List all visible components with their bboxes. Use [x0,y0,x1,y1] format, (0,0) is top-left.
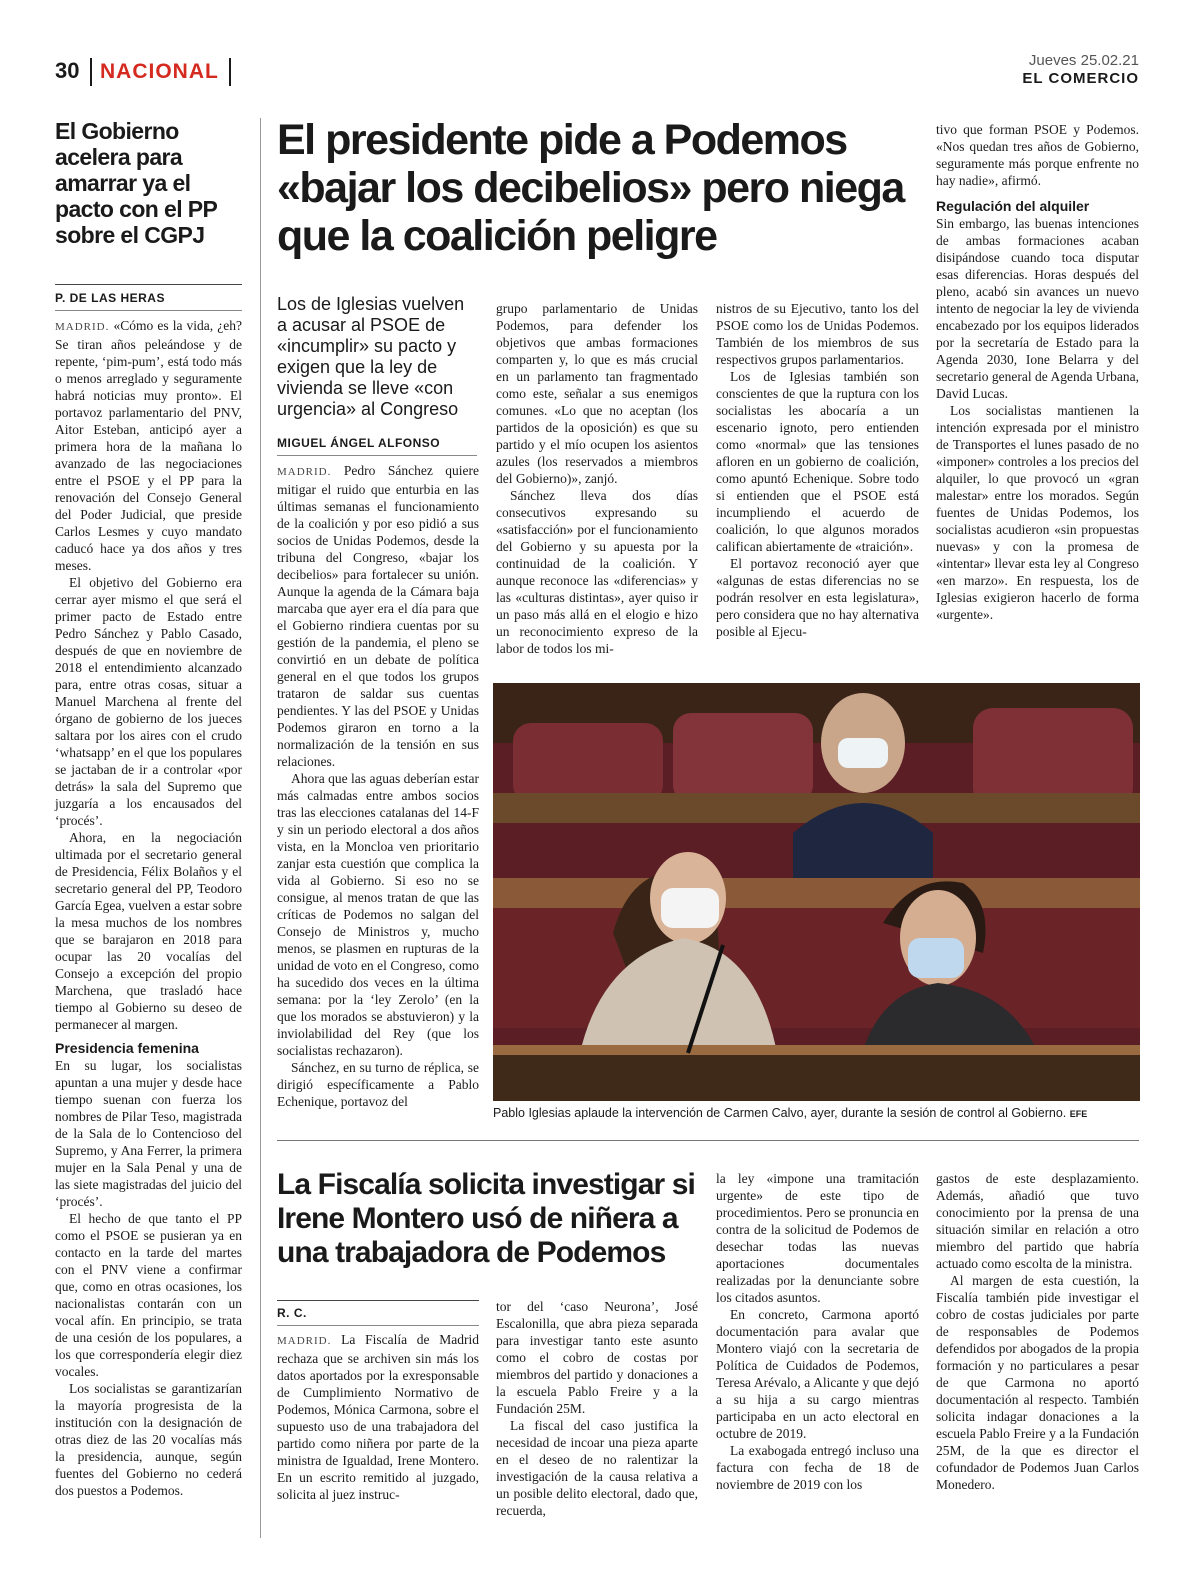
second-column-4 [936,1170,1139,1493]
paragraph: grupo parlamentario de Unidas Podemos, para defender los objetivos que ambas formaciones comparten y, lo que es más crucial en un parlamento tan fragmentado como este, señalar a sus enemigos comunes. «Lo que no aceptan (los partidos de la oposición) es que su partido y el mío ocupen los asientos azules (los reservados a miembros del Gobierno)», zanjó. [496,301,698,486]
paragraph: nistros de su Ejecutivo, tanto los del PSOE como los de Unidas Podemos. También de los miembros de sus respectivos grupos parlamentarios. [716,301,919,367]
paragraph: gastos de este desplazamiento. Además, añadió que tuvo conocimiento por la prensa de una situación similar en relación a otro miembro del partido que habría actuado como escolta de la ministra. [936,1171,1139,1271]
divider [55,310,242,311]
paragraph: tor del ‘caso Neurona’, José Escalonilla, que abra pieza separada para investigar tanto este asunto como el cobro de costas por miembros del partido y donaciones a la escuela Pablo Freire y a la Fundación 25M. [496,1299,698,1416]
main-column-4 [936,121,1139,623]
paragraph: Los de Iglesias también son conscientes de que la ruptura con los socialistas les abocaría a un escenario ignoto, pero entienden como «normal» que las tensiones afloren en un gobierno de coalición, como apuntó Echenique. Sobre todo si entienden que el PSOE está incumpliendo el acuerdo de coalición, lo que algunos morados califican abiertamente de «traición». [716,369,919,554]
paragraph: En su lugar, los socialistas apuntan a una mujer y desde hace tiempo suenan con fuerza los nombres de Pilar Teso, magistrada de la Sala de lo Contencioso del Supremo, y Ana Ferrer, la primera mujer en la Sala Penal y una de las siete magistradas del juicio del ‘procés’. [55,1058,242,1209]
paragraph: Los socialistas se garantizarían la mayoría progresista de la institución con la designación de otras diez de las 20 vocalías más la presidencia, aunque, según fuentes del Gobierno no cederá dos puestos a Podemos. [55,1381,242,1498]
divider [277,1300,479,1301]
paragraph: tivo que forman PSOE y Podemos. «Nos quedan tres años de Gobierno, seguramente más porque enfrente no hay nadie», afirmó. [936,122,1139,188]
photo-credit: EFE [1069,1109,1088,1119]
dateline: MADRID. [277,466,332,478]
main-column-1 [277,462,479,1110]
second-headline: La Fiscalía solicita investigar si Irene Montero usó de niñera a una trabajadora de Podemos [277,1168,695,1269]
paragraph: Ahora que las aguas deberían estar más calmadas entre ambos socios tras las elecciones catalanas del 14-F y sin un periodo electoral a dos años vista, en la Moncloa ven prioritario zanjar esta cuestión que complica la vida al Gobierno. Si eso no se consigue, al menos tratan de que las críticas de Podemos no salgan del Consejo de Ministros y, mucho menos, se plasmen en rupturas de la unidad de voto en el Congreso, como ha sucedido dos veces en la última semana: por la ‘ley Zerolo’ (en la que los morados se abstuvieron) y la inviolabilidad del Rey (que los socialistas rechazaron). [277,771,479,1058]
divider [55,284,242,285]
photo-illustration [493,683,1140,1101]
second-column-1 [277,1331,479,1503]
second-byline: R. C. [277,1306,307,1320]
sidebar-byline: P. DE LAS HERAS [55,291,165,305]
photo-caption: Pablo Iglesias aplaude la intervención de Carmen Calvo, ayer, durante la sesión de control al Gobierno. EFE [493,1106,1088,1120]
paragraph: MADRID. La Fiscalía de Madrid rechaza que se archiven sin más los datos aportados por la exresponsable de Cumplimiento Normativo de Podemos, Mónica Carmona, sobre el supuesto uso de una trabajadora del partido como niñera por parte de la ministra de Igualdad, Irene Montero. En un escrito remitido al juzgado, solicita al juez instruc- [277,1332,480,1502]
main-column-3 [716,300,919,640]
paragraph: MADRID. «Cómo es la vida, ¿eh? Se tiran años peleándose y de repente, ‘pim-pum’, está todo más o menos arreglado y seguramente habrá noticias muy pronto». El portavoz parlamentario del PNV, Aitor Esteban, anticipó ayer a primera hora de la mañana lo avanzado de las negociaciones entre el PSOE y el PP para la renovación del Consejo General del Poder Judicial, que preside Carlos Lesmes y cuyo mandato caducó hace ya dos años y tres meses. [55,318,242,573]
section-label: NACIONAL [100,60,219,83]
subheading: Presidencia femenina [55,1040,199,1056]
column-divider [260,118,261,1538]
news-photo [493,683,1140,1101]
paragraph: El hecho de que tanto el PP como el PSOE se pusieran ya en contacto en la tarde del martes con el PNV viene a confirmar que, como en otras ocasiones, los nacionalistas contarán con un vocal afín. En principio, se trata de una cesión de los populares, a los que correspondería elegir diez vocales. [55,1211,242,1379]
dateline: MADRID. [277,1335,332,1347]
second-column-3 [716,1170,919,1493]
header-divider [90,58,92,86]
sidebar-body [55,317,242,1499]
paragraph: El portavoz reconoció ayer que «algunas de estas diferencias no se podrán resolver en esta legislatura», pero considera que no hay alternativa posible al Ejecu- [716,556,919,639]
paragraph: La exabogada entregó incluso una factura con fecha de 18 de noviembre de 2019 con los [716,1443,919,1492]
divider [277,455,477,456]
issue-date: Jueves 25.02.21 [1028,52,1139,69]
paragraph: Ahora, en la negociación ultimada por el secretario general de Presidencia, Félix Bolaños y el secretario general del PP, Teodoro García Egea, vuelven a estar sobre la mesa muchos de los nombres que se barajaron en 2018 para ocupar las 20 vocalías del Consejo a excepción del propio Marchena, que trasladó hace tiempo al Gobierno su deseo de permanecer al margen. [55,830,242,1032]
paragraph: Los socialistas mantienen la intención expresada por el ministro de Transportes el lunes pasado de no «imponer» controles a los precios del alquiler, lo que provocó un «gran malestar» entre los morados. Según fuentes de Unidas Podemos, los socialistas acudieron «sin propuestas nuevas» y con la promesa de «intentar» llevar esta ley al Congreso «en marzo». En respuesta, los de Iglesias exigieron hacerlo de forma «urgente». [936,403,1139,622]
paragraph: En concreto, Carmona aportó documentación para avalar que Montero viajó con la secretaria de Política de Cuidados de Podemos, Teresa Arévalo, a Alicante y que dejó a su hija a su cargo mientras participaba en un acto electoral en octubre de 2019. [716,1307,919,1441]
article-deck: Los de Iglesias vuelven a acusar al PSOE de «incumplir» su pacto y exigen que la ley de vivienda se lleve «con urgencia» al Congreso [277,294,465,419]
sidebar-headline: El Gobierno acelera para amarrar ya el pacto con el PP sobre el CGPJ [55,118,217,248]
paragraph: MADRID. Pedro Sánchez quiere mitigar el ruido que enturbia en las últimas semanas el funcionamiento de la coalición y por eso pidió a sus socios de Unidas Podemos, desde la tribuna del Congreso, «bajar los decibelios» para fortalecer su unión. Aunque la agenda de la Cámara baja marcaba que ayer era el día para que el Gobierno rindiera cuentas por su gestión de la pandemia, el pleno se convirtió en un debate de política general en el que todos los grupos trataron de saldar sus cuentas pendientes. Y las del PSOE y Unidas Podemos giraron en torno a la normalización de la tensión en sus relaciones. [277,463,480,769]
paragraph: Al margen de esta cuestión, la Fiscalía también pide investigar el cobro de costas judiciales por parte de responsables de Podemos defendidos por abogados de la propia formación y no particulares a pesar de que Carmona no aportó documentación al respecto. También solicita indagar donaciones a la escuela Pablo Freire y a la Fundación 25M, de la que es director el cofundador de Podemos Juan Carlos Monedero. [936,1273,1139,1492]
second-column-2 [496,1298,698,1519]
newspaper-name: EL COMERCIO [1022,70,1139,87]
paragraph: Sánchez lleva dos días consecutivos expresando su «satisfacción» por el funcionamiento del Gobierno y su apuesta por la continuidad de la coalición. Y aunque reconoce las «diferencias» y las «culturas distintas», ayer quiso ir un paso más allá en el elogio e hizo un reconocimiento expreso de la labor de todos los mi- [496,488,698,656]
paragraph: Sánchez, en su turno de réplica, se dirigió específicamente a Pablo Echenique, portavoz del [277,1060,479,1109]
page-number: 30 [55,58,80,83]
paragraph: El objetivo del Gobierno era cerrar ayer mismo el que será el primer pacto de Estado entre Pedro Sánchez y Pablo Casado, después de que en noviembre de 2018 el entendimiento alcanzado para, entre otras cosas, situar a Manuel Marchena al frente del órgano de gobierno de los jueces saltara por los aires con el crudo ‘whatsapp’ en el que los populares se jactaban de ir a controlar «por detrás» la sala del Supremo que juzgaría a los encausados del ‘procés’. [55,575,242,828]
dateline: MADRID. [55,321,110,333]
header-divider [229,58,231,86]
paragraph: Sin embargo, las buenas intenciones de ambas formaciones acaban disipándose cuando toca disputar esas diferencias. Horas después del pleno, acabó sin avances un nuevo intento de negociar la ley de vivienda encabezado por los equipos liderados por la secretaría de Estado para la Agenda 2030, Ione Belarra y del secretario general de Agenda Urbana, David Lucas. [936,216,1139,401]
paragraph: la ley «impone una tramitación urgente» de este tipo de procedimientos. Pero se pronuncia en contra de la solicitud de Podemos de desechar todas las nuevas aportaciones documentales realizadas por la denunciante sobre los citados asuntos. [716,1171,919,1305]
main-column-2 [496,300,698,657]
main-byline: MIGUEL ÁNGEL ALFONSO [277,436,441,450]
paragraph: La fiscal del caso justifica la necesidad de incoar una pieza aparte en el deseo de no ralentizar la investigación de la causa relativa a un posible delito electoral, dado que, recuerda, [496,1418,698,1518]
subheading: Regulación del alquiler [936,198,1090,214]
main-headline: El presidente pide a Podemos «bajar los decibelios» pero niega que la coalición peligre [277,116,904,260]
divider [277,1325,479,1326]
section-divider [277,1140,1139,1141]
